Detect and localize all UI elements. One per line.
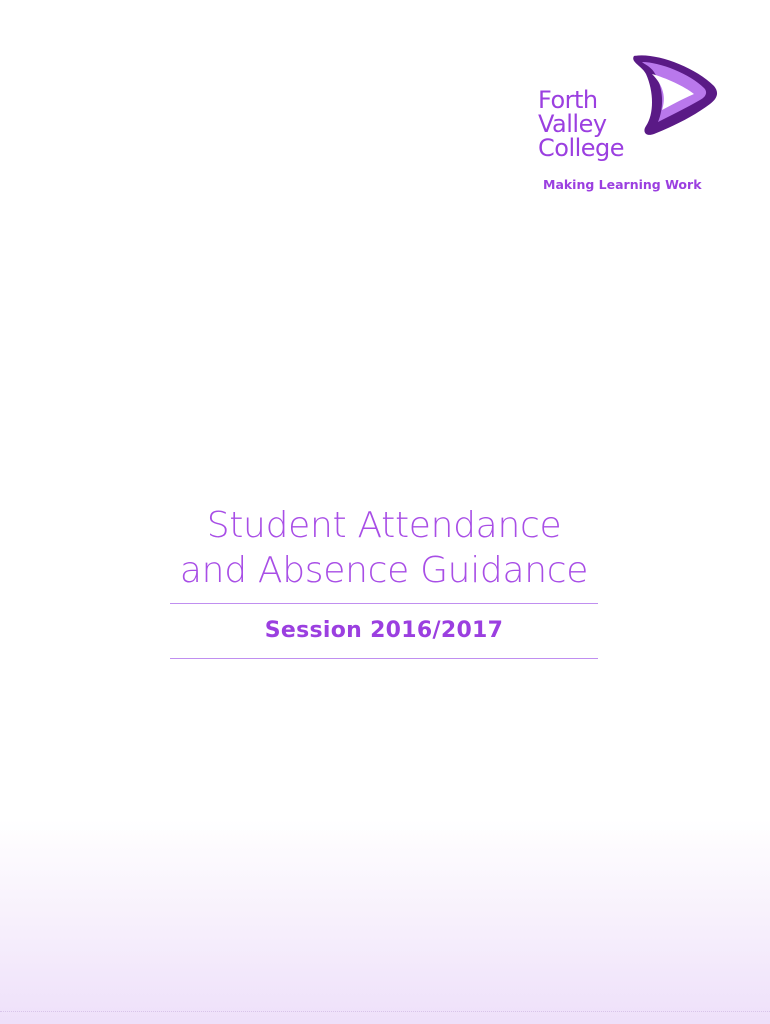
title-line-1: Student Attendance [206,505,562,546]
logo-line-1: Forth [538,86,598,114]
college-logo [538,52,728,197]
session-label: Session 2016/2017 [264,618,504,643]
title-line-2: and Absence Guidance [179,550,589,591]
logo-line-3: College [538,134,625,162]
logo-line-2: Valley [538,110,607,138]
tagline: Making Learning Work [543,177,702,192]
document-title [170,503,598,593]
title-block [170,503,598,659]
divider-bottom [170,658,598,659]
logo-wordmark [538,88,624,160]
triangle-swoosh-icon [624,52,720,138]
page-bottom-edge [0,1011,770,1012]
